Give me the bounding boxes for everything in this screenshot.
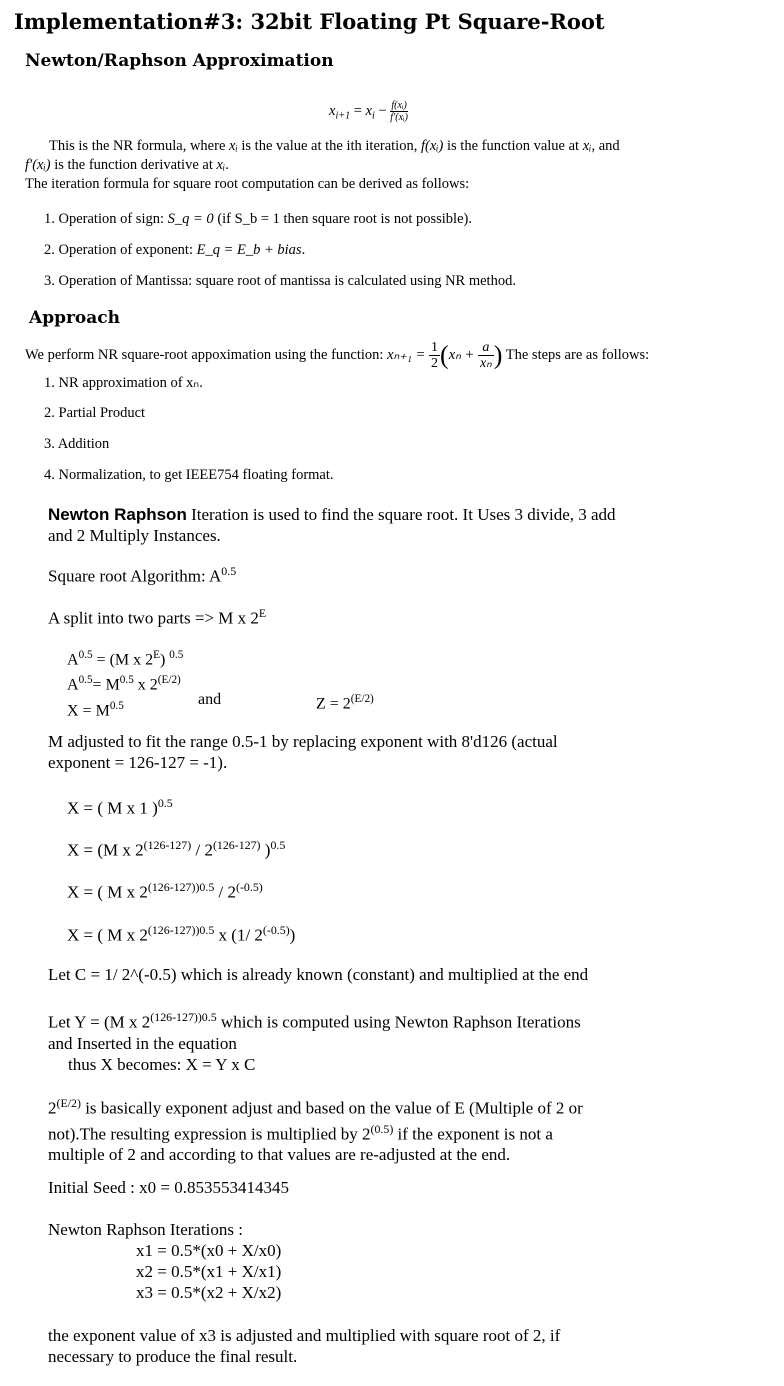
let-y-text: Let Y = (M x $2^{(126-127))0.5}$ which is computed using Newton Raphson Iterations and Inserted in the equation thus X becomes: X = Y x C bbox=[48, 1010, 581, 1074]
iteration-line: x3 = 0.5*(x2 + X/x2) bbox=[136, 1283, 282, 1302]
x-eq-2: X = (M x 2$^{(126-127)}$ / 2$^{(126-127)}$ )$^{0.5}$ bbox=[67, 838, 286, 860]
final-text: the exponent value of x3 is adjusted and multiplied with square root of 2, if necessary to produce the final result. bbox=[48, 1326, 561, 1366]
x-eq-4: X = ( M x $2^{(126-127))0.5}$ x (1/ $2^{(-0.5)}$) bbox=[67, 923, 296, 945]
step-item: 3. Addition bbox=[44, 436, 110, 452]
equation-block: $A^{0.5} = (M$ x $2^E$) $^{0.5}$ $A^{0.5}= M^{0.5}$ x $2^{(E/2)}$ $X = M^{0.5}$ bbox=[67, 649, 184, 719]
iteration-line: x1 = 0.5*(x0 + X/x0) bbox=[136, 1241, 282, 1260]
let-c-text: Let C = 1/ 2^(-0.5) which is already known (constant) and multiplied at the end bbox=[48, 965, 589, 984]
ops-list-item: 2. Operation of exponent: E_q = E_b + bias. bbox=[44, 242, 306, 258]
step-item: 1. NR approximation of xₙ. bbox=[44, 375, 203, 391]
iteration-line: x2 = 0.5*(x1 + X/x1) bbox=[136, 1262, 282, 1281]
approach-formula-line: We perform NR square-root appoximation using the function: xₙ₊₁ = $\frac{1}{2}$ (xₙ + $\frac{a}{\text{xₙ}}$ ) The steps are as follows: bbox=[25, 340, 650, 372]
ops-list-item: 3. Operation of Mantissa: square root of mantissa is calculated using NR method. bbox=[44, 273, 516, 289]
section-heading-nr: Newton/Raphson Approximation bbox=[25, 51, 334, 71]
exponent-adjust-text: $2^{(E/2)}$ is basically exponent adjust and based on the value of E (Multiple of 2 or not).The resulting expression is multiplied by $2^{(0.5)}$ if the exponent is not a multiple of 2 and according to that values are re-adjusted at the end. bbox=[48, 1096, 583, 1165]
x-eq-3: X = ( M x $2^{(126-127))0.5} / 2^{(-0.5)}$ bbox=[67, 880, 263, 902]
split-line: A split into two parts => M x $2^E$ bbox=[48, 606, 267, 628]
algorithm-line: Square root Algorithm: $A^{0.5}$ bbox=[48, 564, 237, 586]
nr-description: This is the NR formula, where xᵢ is the value at the ith iteration, f(xᵢ) is the function value at xᵢ, and f′(xᵢ) is the function derivative at xᵢ. The iteration formula for square root computation can be derived as follows: bbox=[25, 138, 620, 192]
adjust-text: M adjusted to fit the range 0.5-1 by replacing exponent with 8'd126 (actual exponent = 126-127 = -1). bbox=[48, 732, 558, 772]
step-item: 4. Normalization, to get IEEE754 floating format. bbox=[44, 467, 334, 483]
nr-intro: Newton Raphson Iteration is used to find the square root. It Uses 3 divide, 3 add and 2 Multiply Instances. bbox=[48, 505, 616, 545]
page-title: Implementation#3: 32bit Floating Pt Square-Root bbox=[14, 9, 605, 34]
x-eq-1: X = ( M x 1 )$^{0.5}$ bbox=[67, 796, 173, 818]
and-label: and bbox=[198, 691, 222, 708]
ops-list-item: 1. Operation of sign: S_q = 0 (if S_b = 1 then square root is not possible). bbox=[44, 211, 472, 227]
step-item: 2. Partial Product bbox=[44, 405, 146, 421]
nr-formula: $x_{i+1} = x_i$ − $\frac{\text{f(xᵢ)}}{\text{f′(xᵢ)}}$ bbox=[329, 100, 408, 123]
section-heading-approach: Approach bbox=[29, 308, 120, 328]
initial-seed: Initial Seed : x0 = 0.853553414345 bbox=[48, 1178, 289, 1197]
z-equation: $Z = 2^{(E/2)}$ bbox=[316, 693, 374, 713]
iterations-title: Newton Raphson Iterations : bbox=[48, 1220, 243, 1239]
